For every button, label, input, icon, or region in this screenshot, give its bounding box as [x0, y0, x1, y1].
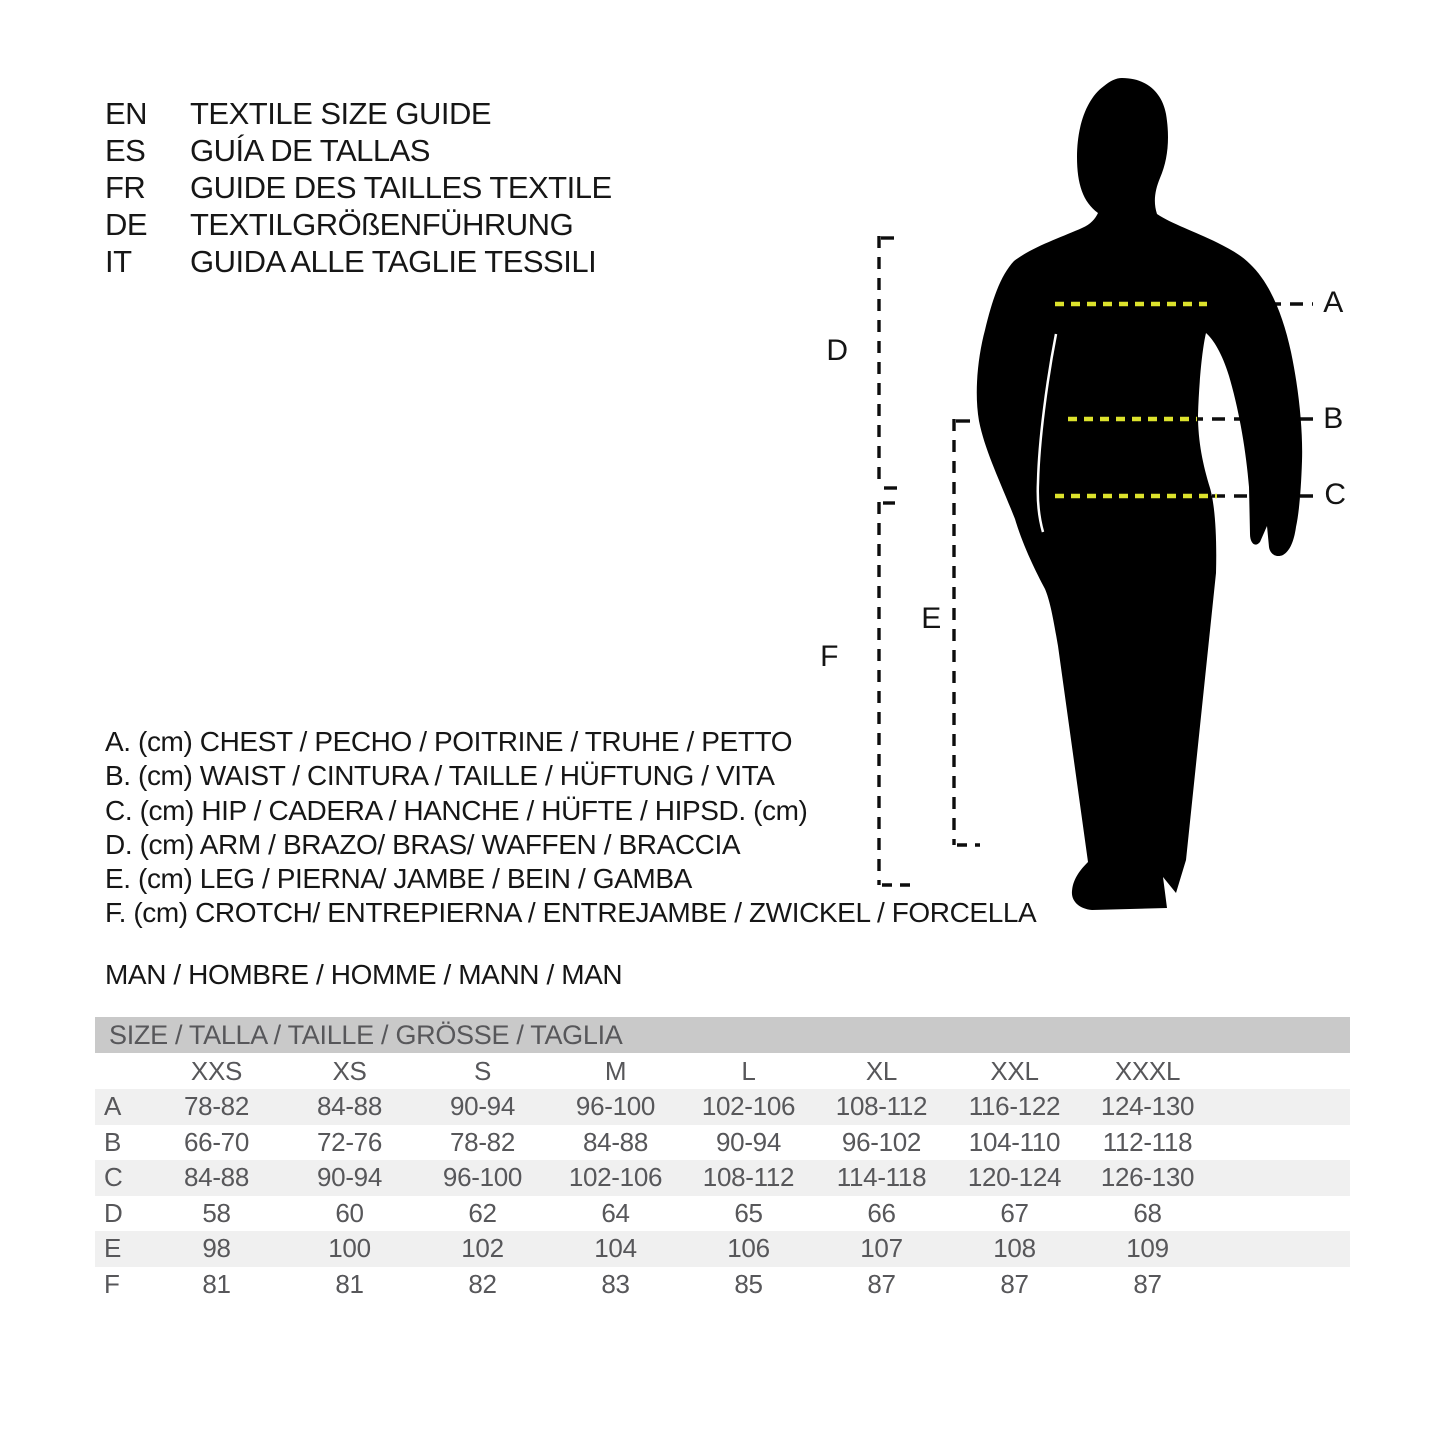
- cell: 106: [682, 1231, 815, 1267]
- filler-cell: [1214, 1196, 1350, 1232]
- table-row-b: [95, 1125, 1350, 1161]
- cell: 66-70: [184, 1126, 249, 1157]
- cell: 68: [1133, 1197, 1162, 1228]
- cell: 108: [948, 1231, 1081, 1267]
- legend-item-hip: C. (cm) HIP / CADERA / HANCHE / HÜFTE / HIPSD. (cm): [105, 794, 808, 826]
- table-title: SIZE / TALLA / TAILLE / GRÖSSE / TAGLIA: [95, 1017, 1350, 1053]
- legend-item-arm: D. (cm) ARM / BRAZO/ BRAS/ WAFFEN / BRACCIA: [105, 828, 741, 860]
- marker-label-waist: B: [1323, 402, 1343, 435]
- marker-label-arm: D: [826, 334, 848, 367]
- cell: 67: [1000, 1197, 1029, 1228]
- cell: 85: [734, 1268, 763, 1299]
- size-col-m: M: [604, 1055, 627, 1086]
- guide-title-es: GUÍA DE TALLAS: [190, 133, 430, 168]
- cell: 90-94: [416, 1089, 549, 1125]
- guide-title-fr: GUIDE DES TAILLES TEXTILE: [190, 170, 612, 205]
- cell: 87: [867, 1268, 896, 1299]
- guide-title-it: GUIDA ALLE TAGLIE TESSILI: [190, 244, 597, 279]
- cell: 60: [335, 1197, 364, 1228]
- marker-label-chest: A: [1323, 286, 1343, 319]
- marker-label-hip: C: [1324, 478, 1346, 511]
- row-label: E: [95, 1231, 150, 1267]
- filler-cell: [1214, 1267, 1350, 1303]
- filler-cell: [1214, 1125, 1350, 1161]
- filler-cell: [1214, 1160, 1350, 1196]
- language-code: IT: [105, 244, 132, 279]
- cell: 78-82: [450, 1126, 515, 1157]
- cell: 96-100: [549, 1089, 682, 1125]
- cell: 104: [549, 1231, 682, 1267]
- legend-item-chest: A. (cm) CHEST / PECHO / POITRINE / TRUHE / PETTO: [105, 726, 793, 757]
- row-label: B: [104, 1126, 122, 1157]
- size-col-xl: XL: [865, 1055, 898, 1086]
- size-col-xs: XS: [332, 1055, 367, 1086]
- cell: 87: [1133, 1268, 1162, 1299]
- row-label: A: [95, 1089, 150, 1125]
- cell: 108-112: [815, 1089, 948, 1125]
- row-label: C: [95, 1160, 150, 1196]
- legend-item-waist: B. (cm) WAIST / CINTURA / TAILLE / HÜFTUNG / VITA: [105, 760, 775, 792]
- cell: 109: [1081, 1231, 1214, 1267]
- legend-item-crotch: F. (cm) CROTCH/ ENTREPIERNA / ENTREJAMBE / ZWICKEL / FORCELLA: [105, 897, 1037, 929]
- cell: 112-118: [1102, 1126, 1193, 1157]
- marker-label-crotch: F: [820, 640, 838, 673]
- guide-title-de: TEXTILGRÖßENFÜHRUNG: [190, 207, 574, 242]
- cell: 102-106: [682, 1089, 815, 1125]
- table-header-band: [95, 1017, 1350, 1053]
- cell: 100: [283, 1231, 416, 1267]
- table-row-a: [95, 1089, 1350, 1125]
- cell: 87: [1000, 1268, 1029, 1299]
- cell: 114-118: [815, 1160, 948, 1196]
- table-row-d: [95, 1196, 1350, 1232]
- table-row-e: [95, 1231, 1350, 1267]
- cell: 58: [202, 1197, 231, 1228]
- row-label: D: [104, 1197, 123, 1228]
- corner-cell: [95, 1053, 150, 1089]
- cell: 81: [202, 1268, 231, 1299]
- size-col-xxxl: XXXL: [1114, 1055, 1181, 1086]
- language-code: DE: [105, 207, 148, 242]
- size-header-row: [95, 1053, 1350, 1089]
- size-table: [95, 1017, 1350, 1302]
- size-col-xxs: XXS: [190, 1055, 243, 1086]
- cell: 90-94: [716, 1126, 781, 1157]
- language-code: ES: [105, 133, 146, 168]
- size-col-s: S: [473, 1055, 492, 1086]
- cell: 126-130: [1081, 1160, 1214, 1196]
- table-row-f: [95, 1267, 1350, 1303]
- cell: 66: [867, 1197, 896, 1228]
- size-col-xxl: XXL: [990, 1055, 1039, 1086]
- cell: 62: [468, 1197, 497, 1228]
- cell: 82: [468, 1268, 497, 1299]
- size-col-l: L: [741, 1055, 756, 1086]
- language-code: EN: [105, 96, 148, 131]
- cell: 116-122: [948, 1089, 1081, 1125]
- cell: 78-82: [150, 1089, 283, 1125]
- language-code: FR: [105, 170, 146, 205]
- cell: 102-106: [549, 1160, 682, 1196]
- guide-title-en: TEXTILE SIZE GUIDE: [190, 96, 492, 131]
- cell: 96-102: [841, 1126, 922, 1157]
- cell: 72-76: [317, 1126, 382, 1157]
- cell: 84-88: [283, 1089, 416, 1125]
- cell: 102: [416, 1231, 549, 1267]
- cell: 120-124: [948, 1160, 1081, 1196]
- marker-label-leg: E: [921, 602, 941, 635]
- cell: 104-110: [968, 1126, 1061, 1157]
- filler-cell: [1214, 1053, 1350, 1089]
- cell: 83: [601, 1268, 630, 1299]
- cell: 124-130: [1081, 1089, 1214, 1125]
- filler-cell: [1214, 1089, 1350, 1125]
- cell: 108-112: [682, 1160, 815, 1196]
- subject-line-man: MAN / HOMBRE / HOMME / MANN / MAN: [105, 959, 623, 990]
- cell: 107: [815, 1231, 948, 1267]
- filler-cell: [1214, 1231, 1350, 1267]
- cell: 84-88: [150, 1160, 283, 1196]
- cell: 64: [601, 1197, 630, 1228]
- measurement-legend: [105, 726, 1036, 932]
- cell: 84-88: [583, 1126, 648, 1157]
- cell: 81: [335, 1268, 364, 1299]
- cell: 98: [150, 1231, 283, 1267]
- cell: 90-94: [283, 1160, 416, 1196]
- cell: 96-100: [416, 1160, 549, 1196]
- table-row-c: [95, 1160, 1350, 1196]
- cell: 65: [734, 1197, 763, 1228]
- row-label: F: [104, 1268, 120, 1299]
- legend-item-leg: E. (cm) LEG / PIERNA/ JAMBE / BEIN / GAMBA: [105, 863, 692, 895]
